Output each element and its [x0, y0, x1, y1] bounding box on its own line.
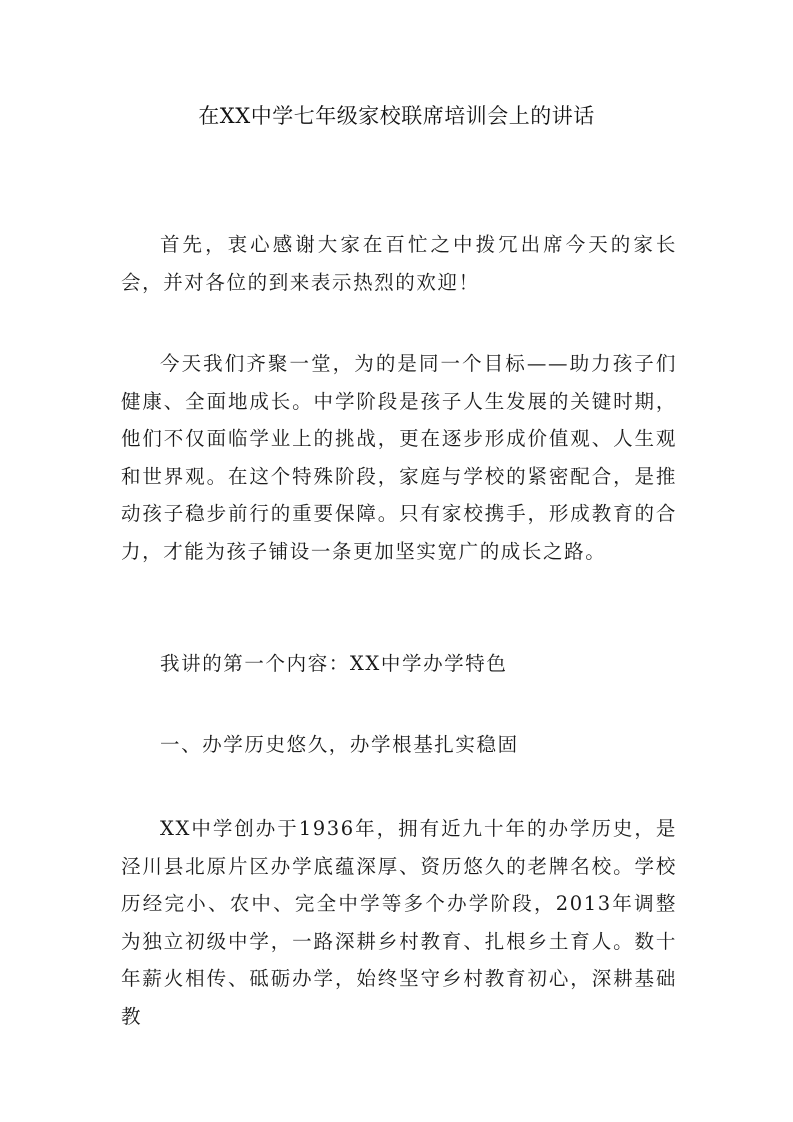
paragraph-purpose: 今天我们齐聚一堂，为的是同一个目标——助力孩子们健康、全面地成长。中学阶段是孩子人生发展的关键时期，他们不仅面临学业上的挑战，更在逐步形成价值观、人生观和世界观。在这个特殊阶段，家庭与学校的紧密配合，是推动孩子稳步前行的重要保障。只有家校携手，形成教育的合力，才能为孩子铺设一条更加坚实宽广的成长之路。: [121, 352, 677, 563]
section-heading-first-content: 我讲的第一个内容：XX中学办学特色: [160, 652, 508, 675]
document-title: 在XX中学七年级家校联席培训会上的讲话: [198, 104, 595, 128]
paragraph-opening-thanks: 首先，衷心感谢大家在百忙之中拨冗出席今天的家长会，并对各位的到来表示热烈的欢迎！: [121, 233, 677, 294]
paragraph-school-history: XX中学创办于1936年，拥有近九十年的办学历史，是泾川县北原片区办学底蕴深厚、资历悠久的老牌名校。学校历经完小、农中、完全中学等多个办学阶段，2013年调整为独立初级中学，一路深耕乡村教育、扎根乡土育人。数十年薪火相传、砥砺办学，始终坚守乡村教育初心，深耕基础教: [121, 817, 677, 1028]
subsection-heading-history: 一、办学历史悠久，办学根基扎实稳固: [160, 733, 519, 756]
